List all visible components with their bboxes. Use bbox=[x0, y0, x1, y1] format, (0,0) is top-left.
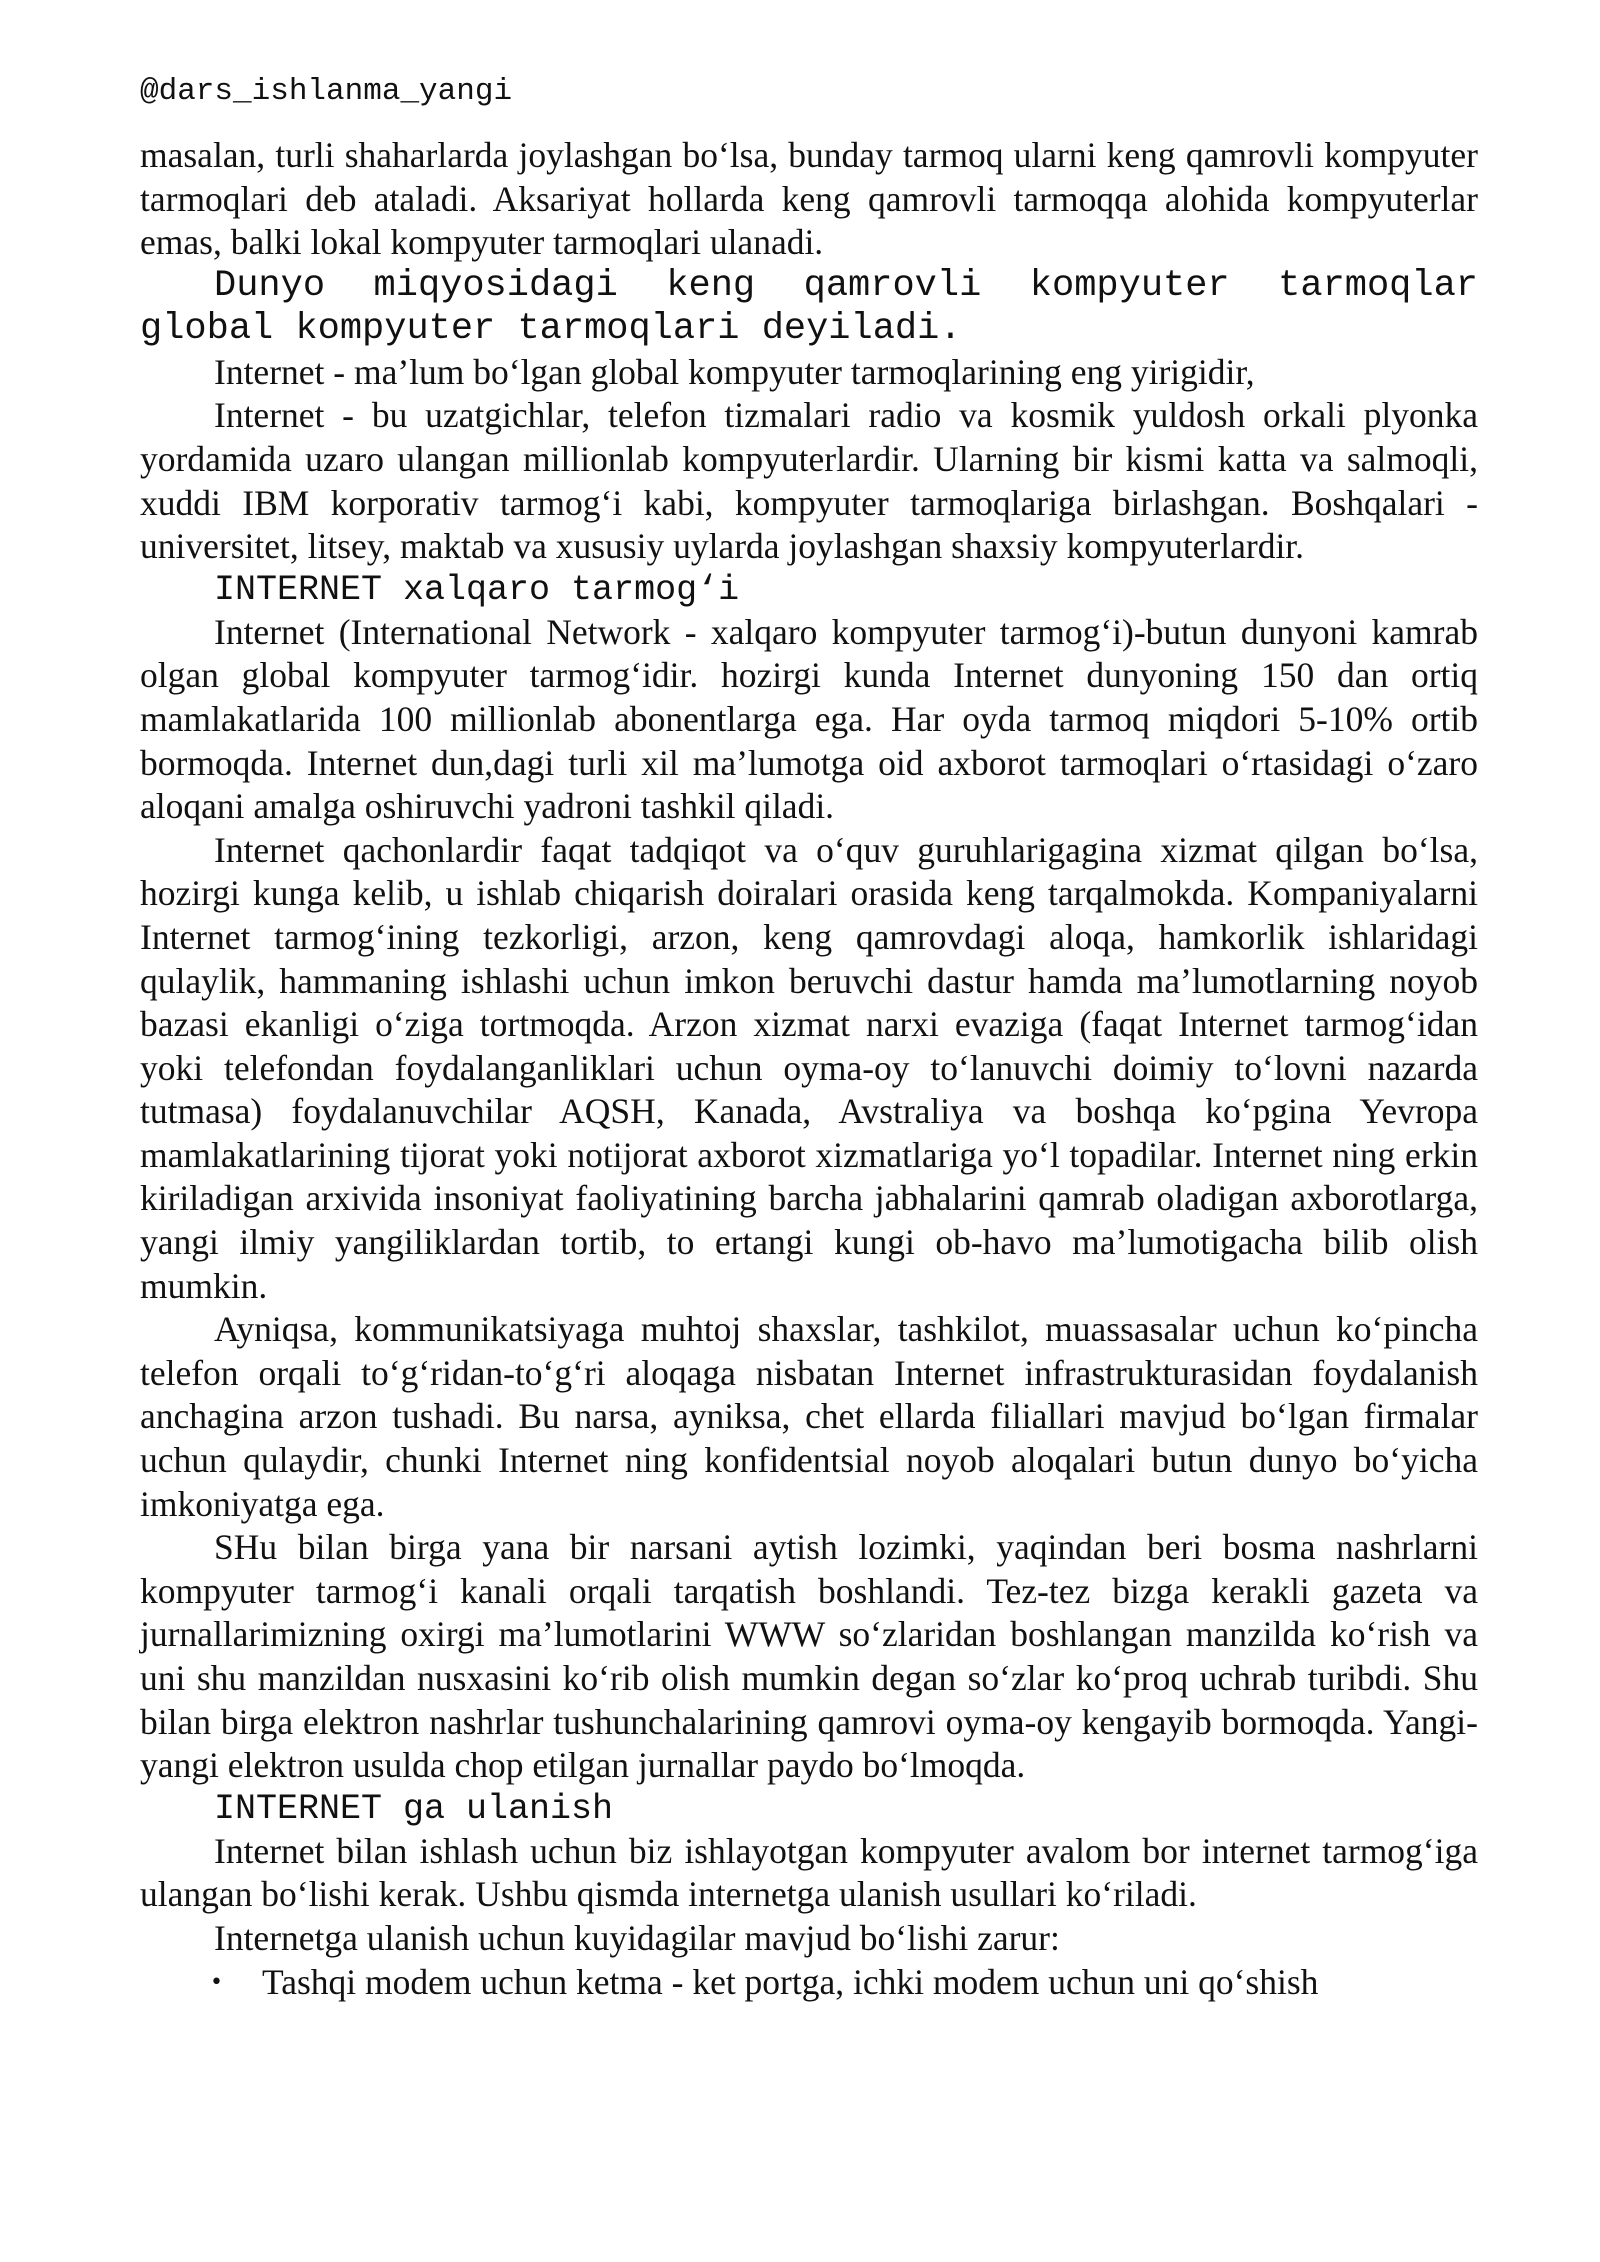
list-item bbox=[140, 1961, 1478, 2005]
paragraph-electronic-publications: SHu bilan birga yana bir narsani aytish lozimki, yaqindan beri bosma nashrlarni kompyuter tarmog‘i kanali orqali tarqatish boshlandi. Tez-tez bizga kerakli gazeta va jurnallarimizning oxirgi ma’lumotlarini WWW so‘zlaridan boshlangan manzilda ko‘rish va uni shu manzildan nusxasini ko‘rib olish mumkin degan so‘zlar ko‘proq uchrab turibdi. Shu bilan birga elektron nashrlar tushunchalarining qamrovi oyma-oy kengayib bormoqda. Yangi-yangi elektron usulda chop etilgan jurnallar paydo bo‘lmoqda. bbox=[140, 1527, 1478, 1786]
document-page bbox=[140, 70, 1478, 2004]
paragraph-internet-definition: Internet - bu uzatgichlar, telefon tizmalari radio va kosmik yuldosh orkali plyonka yordamida uzaro ulangan millionlab kompyuterlardir. Ularning bir kismi katta va salmoqli, xuddi IBM korporativ tarmog‘i kabi, kompyuter tarmoqlariga birlashgan. Boshqalari - universitet, litsey, maktab va xususiy uylarda joylashgan shaxsiy kompyuterlardir. bbox=[140, 395, 1478, 567]
paragraph-communication-cost: Ayniqsa, kommunikatsiyaga muhtoj shaxslar, tashkilot, muassasalar uchun ko‘pincha telefon orqali to‘g‘ridan-to‘g‘ri aloqaga nisbatan Internet infrastrukturasidan foydalanish anchagina arzon tushadi. Bu narsa, ayniksa, chet ellarda filiallari mavjud bo‘lgan firmalar uchun qulaydir, chunki Internet ning konfidentsial noyob aloqalari butun dunyo bo‘yicha imkoniyatga ega. bbox=[140, 1309, 1478, 1524]
list-item-text: Tashqi modem uchun ketma - ket portga, ichki modem uchun uni qo‘shish bbox=[262, 1961, 1319, 2002]
paragraph-internet-largest: Internet - ma’lum bo‘lgan global kompyuter tarmoqlarining eng yirigidir, bbox=[214, 351, 1255, 392]
paragraph-requirements: Internetga ulanish uchun kuyidagilar mavjud bo‘lishi zarur: bbox=[214, 1917, 1060, 1958]
bullet-icon: • bbox=[210, 1969, 223, 1995]
section-heading-connecting: INTERNET ga ulanish bbox=[214, 1788, 614, 1829]
paragraph-internet-usage: Internet qachonlardir faqat tadqiqot va o‘quv guruhlarigagina xizmat qilgan bo‘lsa, hozirgi kunga kelib, u ishlab chiqarish doiralari orasida keng tarqalmokda. Kompaniyalarni Internet tarmog‘ining tezkorligi, arzon, keng qamrovdagi aloqa, hamkorlik ishlaridagi qulaylik, hammaning ishlashi uchun imkon beruvchi dastur hamda ma’lumotlarning noyob bazasi ekanligi o‘ziga tortmoqda. Arzon xizmat narxi evaziga (faqat Internet tarmog‘idan yoki telefondan foydalanganliklari uchun oyma-oy to‘lanuvchi doimiy to‘lovni nazarda tutmasa) foydalanuvchilar AQSH, Kanada, Avstraliya va boshqa ko‘pgina Yevropa mamlakatlarining tijorat yoki notijorat axborot xizmatlariga yo‘l topadilar. Internet ning erkin kiriladigan arxivida insoniyat faoliyatining barcha jabhalarini qamrab oladigan axborotlarga, yangi ilmiy yangiliklardan tortib, to ertangi kungi ob-havo ma’lumotigacha bilib olish mumkin. bbox=[140, 829, 1478, 1306]
channel-header: @dars_ishlanma_yangi bbox=[140, 74, 513, 109]
paragraph-international-network: Internet (International Network - xalqaro kompyuter tarmog‘i)-butun dunyoni kamrab olgan global kompyuter tarmog‘idir. hozirgi kunda Internet dunyoning 150 dan ortiq mamlakatlarida 100 millionlab abonentlarga ega. Har oyda tarmoq miqdori 5-10% ortib bormoqda. Internet dun,dagi turli xil ma’lumotga oid axborot tarmoqlari o‘rtasidagi o‘zaro aloqani amalga oshiruvchi yadroni tashkil qiladi. bbox=[140, 611, 1478, 827]
paragraph-connection-intro: Internet bilan ishlash uchun biz ishlayotgan kompyuter avalom bor internet tarmog‘iga ulangan bo‘lishi kerak. Ushbu qismda internetga ulanish usullari ko‘riladi. bbox=[140, 1830, 1478, 1915]
paragraph-intro: masalan, turli shaharlarda joylashgan bo‘lsa, bunday tarmoq ularni keng qamrovli kompyuter tarmoqlari deb ataladi. Aksariyat hollarda keng qamrovli tarmoqqa alohida kompyuterlar emas, balki lokal kompyuter tarmoqlari ulanadi. bbox=[140, 135, 1478, 263]
definition-global-networks: Dunyo miqyosidagi keng qamrovli kompyuter tarmoqlar global kompyuter tarmoqlari deyiladi. bbox=[140, 264, 1478, 350]
section-heading-international-network: INTERNET xalqaro tarmog‘i bbox=[214, 569, 740, 610]
